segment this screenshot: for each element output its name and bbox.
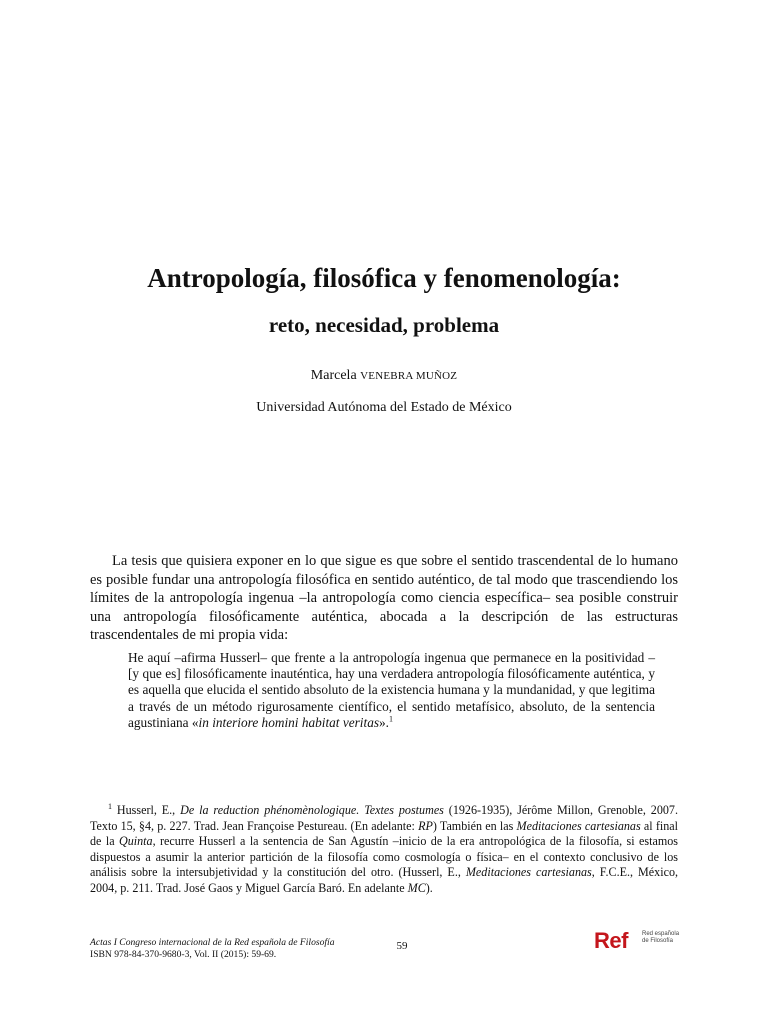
footnote-italic: Meditaciones cartesianas <box>516 818 641 833</box>
quote-text: He aquí –afirma Husserl– que frente a la antropología ingenua que permanece en la positividad –[y que es] filosóficamente inauténtica, hay una verdadera antropología filosóficamente auténtica, y es aquella que elucida el sentido absoluto de la existencia humana y la mundanidad, y que legitima a través de un método rigurosamente científico, el sentido metafísico, absoluto, de la sentencia agustiniana « <box>128 650 655 730</box>
footnote-italic: Meditaciones cartesianas <box>465 865 592 880</box>
footnote-text: al final de la <box>90 818 679 849</box>
author-affiliation: Universidad Autónoma del Estado de México <box>256 400 512 415</box>
footer-isbn: ISBN 978-84-370-9680-3, Vol. II (2015): 59-69. <box>90 949 277 960</box>
footnote <box>90 803 678 897</box>
footer-proceedings: Actas I Congreso internacional de la Red española de Filosofía <box>90 937 335 948</box>
footnote-text: Husserl, E., <box>112 803 181 817</box>
footnote-reference[interactable]: 1 <box>389 714 393 724</box>
quote-closing: ». <box>379 714 389 730</box>
footer-citation <box>90 937 390 961</box>
body-paragraph: La tesis que quisiera exponer en lo que sigue es que sobre el sentido trascendental de lo humano es posible fundar una antropología filosófica en sentido auténtico, de tal modo que trascendiendo los límites de la antropología ingenua –la antropología como ciencia específica– sea posible construir una antropología filosóficamente auténtica, abocada a la descripción de las estructuras trascendentales de mi propia vida: <box>90 553 678 644</box>
block-quote <box>128 650 655 731</box>
footnote-text: , recurre Husserl a la sentencia de San Agustín –inicio de la era antropológica de la filosofía, si estamos dispuestos a asumir la anterior partición de la filosofía como cosmología o física– en el contexto conclusivo de los análisis sobre la intersubjetividad y la constitución del otro. (Husserl, E., <box>90 834 678 880</box>
footnote-italic: Quinta <box>118 834 153 849</box>
author-last-name: VENEBRA MUÑOZ <box>360 370 458 382</box>
author-name <box>0 366 768 386</box>
footnote-italic: De la reduction phénomènologique. Textes postumes <box>180 803 444 817</box>
footnote-text: ) También en las <box>432 818 517 833</box>
footnote-text: ). <box>425 880 433 895</box>
footnote-number: 1 <box>108 801 112 811</box>
logo-mark: Ref <box>594 928 628 953</box>
logo-line-2: de Filosofía <box>642 938 674 944</box>
paper-title: Antropología, filosófica y fenomenología: <box>147 263 621 293</box>
footnote-italic: RP <box>418 818 433 833</box>
footnote-text: (1926-1935), Jérôme Millon, Grenoble, 2007. Texto 15, §4, p. 227. Trad. Jean Françoise Pestureau. (En adelante: <box>90 803 679 833</box>
page-number: 59 <box>396 940 408 952</box>
logo-text <box>642 931 686 945</box>
quote-latin: in interiore homini habitat veritas <box>198 714 380 730</box>
author-first-name: Marcela <box>310 368 361 383</box>
logo-line-1: Red española <box>642 931 680 937</box>
footnote-text: , F.C.E., México, 2004, p. 211. Trad. José Gaos y Miguel García Baró. En adelante <box>90 865 679 895</box>
ref-logo <box>594 928 684 954</box>
paper-subtitle: reto, necesidad, problema <box>268 313 500 337</box>
footnote-italic: MC <box>407 880 426 895</box>
